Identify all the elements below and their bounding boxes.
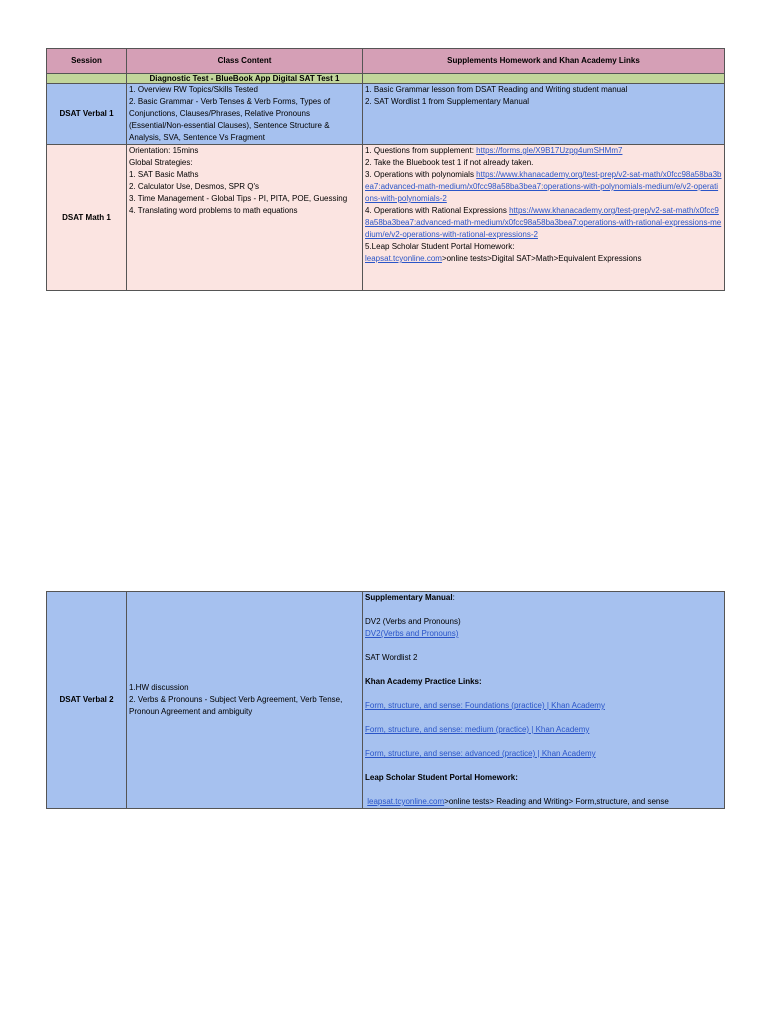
schedule-table-page2 bbox=[46, 591, 725, 809]
math1-row bbox=[47, 145, 725, 291]
supplement-form-link[interactable]: https://forms.gle/X9B17Uzpg4umSHMm7 bbox=[476, 146, 623, 155]
verbal1-supplements: 1. Basic Grammar lesson from DSAT Reading and Writing student manual 2. SAT Wordlist 1 from Supplementary Manual bbox=[363, 84, 725, 145]
header-supplements: Supplements Homework and Khan Academy Links bbox=[363, 49, 725, 74]
khan-foundations-link[interactable]: Form, structure, and sense: Foundations (practice) | Khan Academy bbox=[365, 701, 605, 710]
leap-portal-link[interactable]: leapsat.tcyonline.com bbox=[365, 254, 442, 263]
polynomials-link[interactable]: https://www.khanacademy.org/test-prep/v2-sat-math/x0fcc98a58ba3bea7:advanced-math-medium/x0fcc98a58ba3bea7:operations-with-polynomials-medium/e/v2-operations-with-polynomials-2 bbox=[365, 170, 722, 203]
khan-medium-link[interactable]: Form, structure, and sense: medium (practice) | Khan Academy bbox=[365, 725, 590, 734]
diagnostic-test-label: Diagnostic Test - BlueBook App Digital SAT Test 1 bbox=[127, 74, 363, 84]
verbal2-content: 1.HW discussion 2. Verbs & Pronouns - Subject Verb Agreement, Verb Tense, Pronoun Agreement and ambiguity bbox=[127, 592, 363, 809]
header-class-content: Class Content bbox=[127, 49, 363, 74]
rational-expressions-link[interactable]: https://www.khanacademy.org/test-prep/v2-sat-math/x0fcc98a58ba3bea7:advanced-math-medium/x0fcc98a58ba3bea7:operations-with-rational-expressions-medium/e/v2-operations-with-rational-expressions-2 bbox=[365, 206, 722, 239]
schedule-table bbox=[46, 48, 725, 291]
verbal1-row bbox=[47, 84, 725, 145]
session-math1: DSAT Math 1 bbox=[47, 145, 127, 291]
header-session: Session bbox=[47, 49, 127, 74]
verbal1-content: 1. Overview RW Topics/Skills Tested 2. Basic Grammar - Verb Tenses & Verb Forms, Types of Conjunctions, Clauses/Phrases, Relative Pronouns (Essential/Non-essential Clauses), Sentence Structure & Analysis, SVA, Sentence Vs Fragment bbox=[127, 84, 363, 145]
leap-label: Leap Scholar Student Portal Homework: bbox=[365, 773, 518, 782]
leap-portal-link-2[interactable]: leapsat.tcyonline.com bbox=[367, 797, 445, 806]
verbal2-row bbox=[47, 592, 725, 809]
session-verbal2: DSAT Verbal 2 bbox=[47, 592, 127, 809]
khan-advanced-link[interactable]: Form, structure, and sense: advanced (practice) | Khan Academy bbox=[365, 749, 596, 758]
header-row bbox=[47, 49, 725, 74]
khan-label: Khan Academy Practice Links: bbox=[365, 677, 482, 686]
dv2-link[interactable]: DV2(Verbs and Pronouns) bbox=[365, 629, 459, 638]
supplementary-manual-label: Supplementary Manual bbox=[365, 593, 453, 602]
diagnostic-row bbox=[47, 74, 725, 84]
math1-supplements: 1. Questions from supplement: https://forms.gle/X9B17Uzpg4umSHMm7 2. Take the Bluebook test 1 if not already taken. 3. Operations with polynomials https://www.khanacademy.org/test-prep/v2-sat-math/x0fcc98a58ba3bea7:advanced-math-medium/x0fcc98a58ba3bea7:operations-with-polynomials-medium/e/v2-operations-with-polynomials-2 4. Operations with Rational Expressions https://www.khanacademy.org/test-prep/v2-sat-math/x0fcc98a58ba3bea7:advanced-math-medium/x0fcc98a58ba3bea7:operations-with-rational-expressions-medium/e/v2-operations-with-rational-expressions-2 5.Leap Scholar Student Portal Homework: leapsat.tcyonline.com>online tests>Digital SAT>Math>Equivalent Expressions bbox=[363, 145, 725, 291]
session-verbal1: DSAT Verbal 1 bbox=[47, 84, 127, 145]
math1-content: Orientation: 15mins Global Strategies: 1. SAT Basic Maths 2. Calculator Use, Desmos, SPR Q's 3. Time Management - Global Tips - PI, PITA, POE, Guessing 4. Translating word problems to math equations bbox=[127, 145, 363, 291]
verbal2-supplements: Supplementary Manual: DV2 (Verbs and Pronouns) DV2(Verbs and Pronouns) SAT Wordlist 2 Khan Academy Practice Links: Form, structure, and sense: Foundations (practice) | Khan Academy Form, structure, and sense: medium (practice) | Khan Academy Form, structure, and sense: advanced (practice) | Khan Academy Leap Scholar Student Portal Homework: leapsat.tcyonline.com>online tests> Reading and Writing> Form,structure, and sense bbox=[363, 592, 725, 809]
